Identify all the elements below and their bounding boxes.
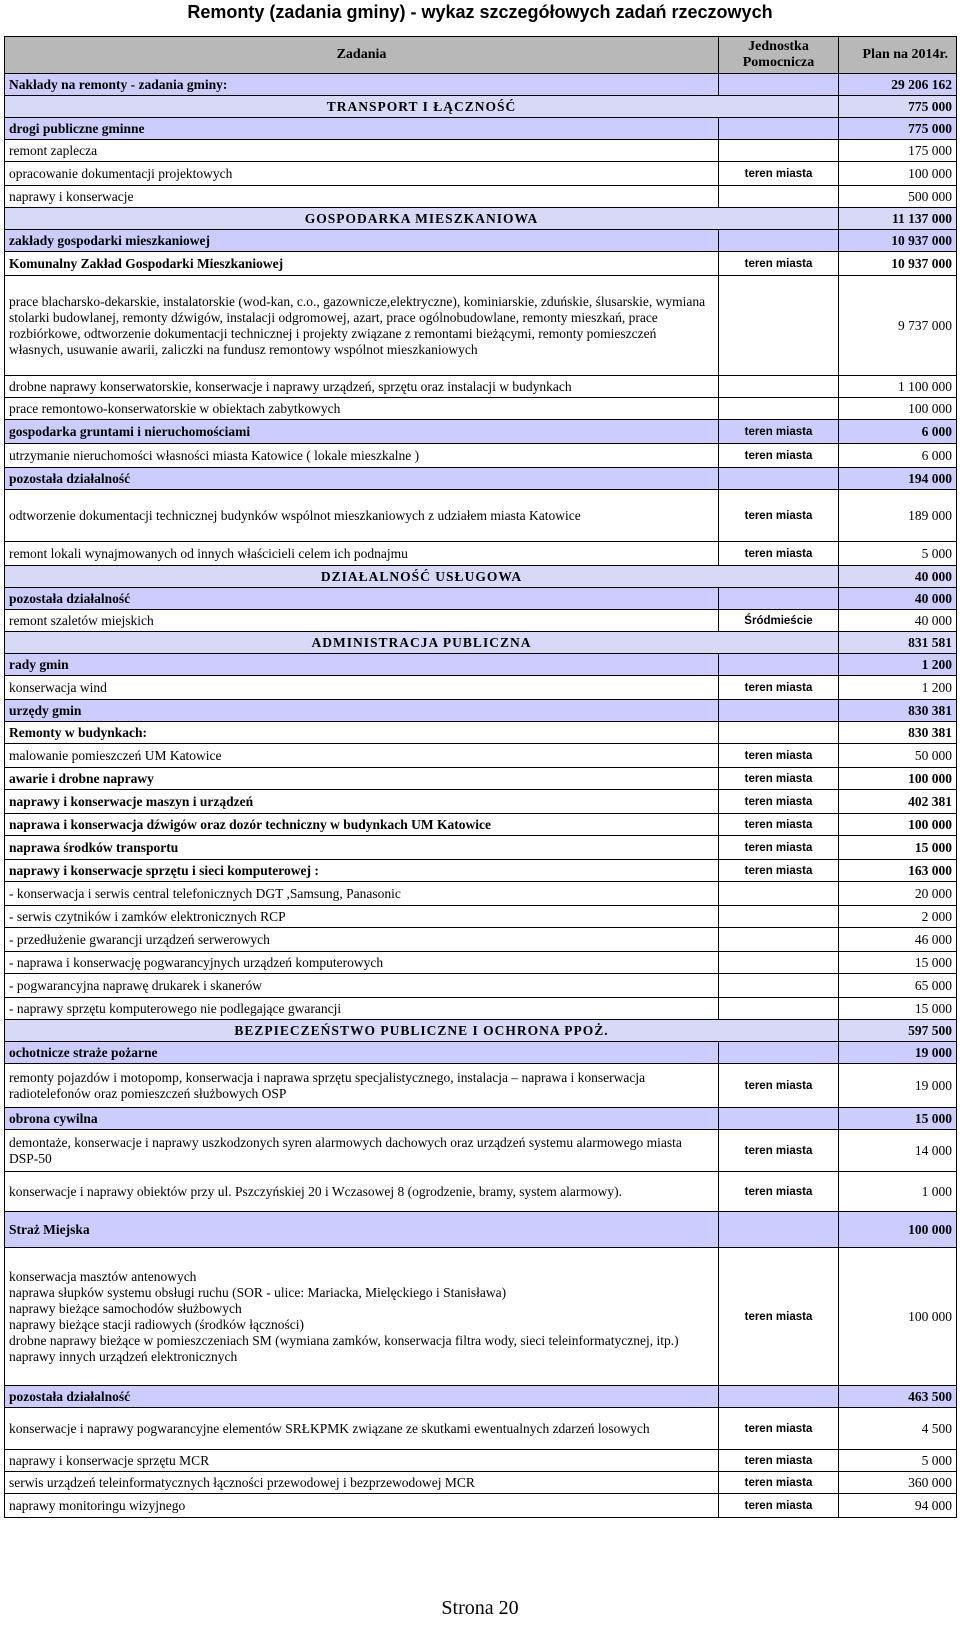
- row-unit: [719, 998, 839, 1020]
- page-number: Strona 20: [441, 1597, 519, 1619]
- row-unit: [719, 276, 839, 376]
- table-row: [5, 998, 957, 1020]
- table-row: [5, 1212, 957, 1248]
- table-row: [5, 1386, 957, 1408]
- table-row: [5, 208, 957, 230]
- row-amount: 65 000: [839, 974, 957, 998]
- table-row: [5, 542, 957, 566]
- row-task: - serwis czytników i zamków elektronicznych RCP: [5, 906, 719, 928]
- row-amount: 463 500: [839, 1386, 957, 1408]
- table-row: [5, 722, 957, 744]
- row-unit: teren miasta: [719, 444, 839, 468]
- table-row: [5, 860, 957, 882]
- table-row: [5, 588, 957, 610]
- row-unit: [719, 974, 839, 998]
- row-amount: 1 000: [839, 1172, 957, 1212]
- row-unit: teren miasta: [719, 1064, 839, 1108]
- row-amount: 100 000: [839, 398, 957, 420]
- row-unit: [719, 906, 839, 928]
- table-row: [5, 974, 957, 998]
- row-amount: 4 500: [839, 1408, 957, 1450]
- tasks-table: [4, 36, 956, 1518]
- row-task: pozostała działalność: [5, 588, 719, 610]
- table-row: [5, 610, 957, 632]
- row-amount: 19 000: [839, 1042, 957, 1064]
- table-row: [5, 468, 957, 490]
- row-unit: [719, 588, 839, 610]
- row-unit: teren miasta: [719, 252, 839, 276]
- row-amount: 1 100 000: [839, 376, 957, 398]
- table-row: [5, 1042, 957, 1064]
- table-row: [5, 700, 957, 722]
- row-task: ochotnicze straże pożarne: [5, 1042, 719, 1064]
- row-amount: 100 000: [839, 814, 957, 836]
- table-row: [5, 74, 957, 96]
- row-amount: 775 000: [839, 118, 957, 140]
- row-amount: 1 200: [839, 654, 957, 676]
- row-amount: 597 500: [839, 1020, 957, 1042]
- table-row: [5, 790, 957, 814]
- row-unit: teren miasta: [719, 1450, 839, 1472]
- row-amount: 15 000: [839, 952, 957, 974]
- table-header-row: [5, 37, 957, 74]
- row-unit: teren miasta: [719, 768, 839, 790]
- row-task: Komunalny Zakład Gospodarki Mieszkaniowej: [5, 252, 719, 276]
- row-unit: [719, 1212, 839, 1248]
- row-amount: 100 000: [839, 1248, 957, 1386]
- row-task: naprawy i konserwacje maszyn i urządzeń: [5, 790, 719, 814]
- table-row: [5, 768, 957, 790]
- row-task: Straż Miejska: [5, 1212, 719, 1248]
- row-amount: 10 937 000: [839, 252, 957, 276]
- row-unit: [719, 654, 839, 676]
- row-task: naprawy monitoringu wizyjnego: [5, 1494, 719, 1518]
- row-task: gospodarka gruntami i nieruchomościami: [5, 420, 719, 444]
- row-task: serwis urządzeń teleinformatycznych łączności przewodowej i bezprzewodowej MCR: [5, 1472, 719, 1494]
- table-row: [5, 162, 957, 186]
- row-unit: [719, 186, 839, 208]
- row-amount: 100 000: [839, 768, 957, 790]
- row-unit: [719, 722, 839, 744]
- row-task: naprawy i konserwacje sprzętu i sieci komputerowej :: [5, 860, 719, 882]
- row-unit: teren miasta: [719, 1494, 839, 1518]
- row-unit: teren miasta: [719, 490, 839, 542]
- row-task: konserwacje i naprawy obiektów przy ul. Pszczyńskiej 20 i Wczasowej 8 (ogrodzenie, bramy, system alarmowy).: [5, 1172, 719, 1212]
- row-amount: 360 000: [839, 1472, 957, 1494]
- header-tasks: Zadania: [5, 37, 719, 74]
- row-unit: [719, 230, 839, 252]
- row-amount: 100 000: [839, 1212, 957, 1248]
- table-row: [5, 398, 957, 420]
- row-task: urzędy gmin: [5, 700, 719, 722]
- row-task: remont lokali wynajmowanych od innych właścicieli celem ich podnajmu: [5, 542, 719, 566]
- row-task: pozostała działalność: [5, 468, 719, 490]
- row-task: zakłady gospodarki mieszkaniowej: [5, 230, 719, 252]
- row-task: konserwacja wind: [5, 676, 719, 700]
- row-amount: 40 000: [839, 566, 957, 588]
- row-task: pozostała działalność: [5, 1386, 719, 1408]
- table-row: [5, 906, 957, 928]
- table-row: [5, 1064, 957, 1108]
- row-unit: teren miasta: [719, 1408, 839, 1450]
- row-unit: teren miasta: [719, 1172, 839, 1212]
- row-task: naprawy i konserwacje: [5, 186, 719, 208]
- row-task: Nakłady na remonty - zadania gminy:: [5, 74, 719, 96]
- table-row: [5, 140, 957, 162]
- row-task: - pogwarancyjna naprawę drukarek i skanerów: [5, 974, 719, 998]
- row-unit: teren miasta: [719, 1472, 839, 1494]
- row-amount: 2 000: [839, 906, 957, 928]
- table-row: [5, 420, 957, 444]
- row-task: utrzymanie nieruchomości własności miasta Katowice ( lokale mieszkalne ): [5, 444, 719, 468]
- row-amount: 11 137 000: [839, 208, 957, 230]
- row-task: Remonty w budynkach:: [5, 722, 719, 744]
- row-task: rady gmin: [5, 654, 719, 676]
- row-unit: [719, 468, 839, 490]
- table-row: [5, 676, 957, 700]
- row-amount: 46 000: [839, 928, 957, 952]
- table-row: [5, 276, 957, 376]
- row-task: naprawa środków transportu: [5, 836, 719, 860]
- row-amount: 830 381: [839, 722, 957, 744]
- table-row: [5, 252, 957, 276]
- table-row: [5, 1172, 957, 1212]
- row-task: konserwacja masztów antenowych naprawa słupków systemu obsługi ruchu (SOR - ulice: Mariacka, Mielęckiego i Stanisława) naprawy bieżące samochodów służbowych naprawy bieżące stacji radiowych (środków łączności) drobne naprawy bieżące w pomieszczeniach SM (wymiana zamków, konserwacja filtra wody, sieci teleinformatycznej, itp.) naprawy innych urządzeń elektronicznych: [5, 1248, 719, 1386]
- row-unit: teren miasta: [719, 744, 839, 768]
- row-task: odtworzenie dokumentacji technicznej budynków wspólnot mieszkaniowych z udziałem miasta Katowice: [5, 490, 719, 542]
- table-row: [5, 814, 957, 836]
- table-row: [5, 1108, 957, 1130]
- row-unit: [719, 1042, 839, 1064]
- row-amount: 100 000: [839, 162, 957, 186]
- row-amount: 40 000: [839, 588, 957, 610]
- table-row: [5, 96, 957, 118]
- row-amount: 40 000: [839, 610, 957, 632]
- row-task: konserwacje i naprawy pogwarancyjne elementów SRŁKPMK związane ze skutkami ewentualnych zdarzeń losowych: [5, 1408, 719, 1450]
- table-row: [5, 952, 957, 974]
- row-amount: 14 000: [839, 1130, 957, 1172]
- row-amount: 15 000: [839, 998, 957, 1020]
- row-task: naprawa i konserwacja dźwigów oraz dozór techniczny w budynkach UM Katowice: [5, 814, 719, 836]
- row-task: BEZPIECZEŃSTWO PUBLICZNE I OCHRONA PPOŻ.: [5, 1020, 839, 1042]
- table-row: [5, 376, 957, 398]
- row-amount: 5 000: [839, 1450, 957, 1472]
- row-task: demontaże, konserwacje i naprawy uszkodzonych syren alarmowych dachowych oraz urządzeń systemu alarmowego miasta DSP-50: [5, 1130, 719, 1172]
- row-amount: 175 000: [839, 140, 957, 162]
- row-amount: 15 000: [839, 836, 957, 860]
- row-unit: teren miasta: [719, 420, 839, 444]
- row-task: - konserwacja i serwis central telefonicznych DGT ,Samsung, Panasonic: [5, 882, 719, 906]
- header-plan: Plan na 2014r.: [839, 37, 957, 74]
- row-task: drogi publiczne gminne: [5, 118, 719, 140]
- row-unit: [719, 376, 839, 398]
- table-row: [5, 836, 957, 860]
- row-amount: 10 937 000: [839, 230, 957, 252]
- row-task: malowanie pomieszczeń UM Katowice: [5, 744, 719, 768]
- table-row: [5, 118, 957, 140]
- row-task: remont zaplecza: [5, 140, 719, 162]
- row-task: GOSPODARKA MIESZKANIOWA: [5, 208, 839, 230]
- row-amount: 29 206 162: [839, 74, 957, 96]
- table-row: [5, 1450, 957, 1472]
- table-row: [5, 490, 957, 542]
- row-task: naprawy i konserwacje sprzętu MCR: [5, 1450, 719, 1472]
- row-task: obrona cywilna: [5, 1108, 719, 1130]
- row-amount: 189 000: [839, 490, 957, 542]
- row-unit: teren miasta: [719, 162, 839, 186]
- table-row: [5, 1494, 957, 1518]
- table-row: [5, 882, 957, 906]
- row-unit: [719, 398, 839, 420]
- row-unit: [719, 928, 839, 952]
- row-task: TRANSPORT I ŁĄCZNOŚĆ: [5, 96, 839, 118]
- row-unit: [719, 882, 839, 906]
- row-task: opracowanie dokumentacji projektowych: [5, 162, 719, 186]
- row-amount: 194 000: [839, 468, 957, 490]
- row-amount: 831 581: [839, 632, 957, 654]
- row-amount: 94 000: [839, 1494, 957, 1518]
- row-unit: teren miasta: [719, 1248, 839, 1386]
- row-amount: 19 000: [839, 1064, 957, 1108]
- row-unit: teren miasta: [719, 542, 839, 566]
- row-task: ADMINISTRACJA PUBLICZNA: [5, 632, 839, 654]
- row-amount: 830 381: [839, 700, 957, 722]
- table-row: [5, 632, 957, 654]
- row-unit: [719, 700, 839, 722]
- row-task: remonty pojazdów i motopomp, konserwacja i naprawa sprzętu specjalistycznego, instalacja – naprawa i konserwacja radiotelefonów oraz pomieszczeń służbowych OSP: [5, 1064, 719, 1108]
- page-title: Remonty (zadania gminy) - wykaz szczegółowych zadań rzeczowych: [187, 2, 773, 22]
- row-unit: [719, 118, 839, 140]
- table-row: [5, 186, 957, 208]
- row-task: remont szaletów miejskich: [5, 610, 719, 632]
- row-unit: [719, 952, 839, 974]
- row-amount: 15 000: [839, 1108, 957, 1130]
- row-unit: [719, 74, 839, 96]
- row-amount: 50 000: [839, 744, 957, 768]
- row-amount: 163 000: [839, 860, 957, 882]
- row-amount: 402 381: [839, 790, 957, 814]
- row-amount: 1 200: [839, 676, 957, 700]
- row-amount: 5 000: [839, 542, 957, 566]
- table-row: [5, 444, 957, 468]
- table-row: [5, 230, 957, 252]
- row-task: prace remontowo-konserwatorskie w obiektach zabytkowych: [5, 398, 719, 420]
- row-amount: 20 000: [839, 882, 957, 906]
- row-unit: teren miasta: [719, 790, 839, 814]
- row-amount: 500 000: [839, 186, 957, 208]
- row-task: - przedłużenie gwarancji urządzeń serwerowych: [5, 928, 719, 952]
- table-row: [5, 1020, 957, 1042]
- row-task: DZIAŁALNOŚĆ USŁUGOWA: [5, 566, 839, 588]
- table-row: [5, 566, 957, 588]
- row-unit: teren miasta: [719, 836, 839, 860]
- row-unit: [719, 140, 839, 162]
- row-unit: teren miasta: [719, 676, 839, 700]
- row-unit: Śródmieście: [719, 610, 839, 632]
- row-amount: 775 000: [839, 96, 957, 118]
- row-amount: 6 000: [839, 420, 957, 444]
- table-row: [5, 1130, 957, 1172]
- row-task: - naprawa i konserwację pogwarancyjnych urządzeń komputerowych: [5, 952, 719, 974]
- row-amount: 6 000: [839, 444, 957, 468]
- row-task: awarie i drobne naprawy: [5, 768, 719, 790]
- row-unit: [719, 1108, 839, 1130]
- row-unit: teren miasta: [719, 860, 839, 882]
- row-task: drobne naprawy konserwatorskie, konserwacje i naprawy urządzeń, sprzętu oraz instalacji w budynkach: [5, 376, 719, 398]
- row-task: prace blacharsko-dekarskie, instalatorskie (wod-kan, c.o., gazownicze,elektryczne), kominiarskie, zduńskie, ślusarskie, wymiana stolarki budowlanej, remonty dźwigów, instalacji odgromowej, azart, prace ogólnobudowlane, remonty mieszkań, prace rozbiórkowe, odtworzenie dokumentacji technicznej i projekty związane z remontami bieżącymi, remonty pomieszczeń własnych, usuwanie awarii, zaliczki na fundusz remontowy wspólnot mieszkaniowych: [5, 276, 719, 376]
- row-unit: [719, 1386, 839, 1408]
- row-unit: teren miasta: [719, 1130, 839, 1172]
- table-row: [5, 654, 957, 676]
- row-unit: teren miasta: [719, 814, 839, 836]
- header-unit: Jednostka Pomocnicza: [719, 37, 839, 74]
- table-row: [5, 1472, 957, 1494]
- table-row: [5, 1408, 957, 1450]
- table-row: [5, 744, 957, 768]
- row-amount: 9 737 000: [839, 276, 957, 376]
- table-row: [5, 928, 957, 952]
- row-task: - naprawy sprzętu komputerowego nie podlegające gwarancji: [5, 998, 719, 1020]
- table-row: [5, 1248, 957, 1386]
